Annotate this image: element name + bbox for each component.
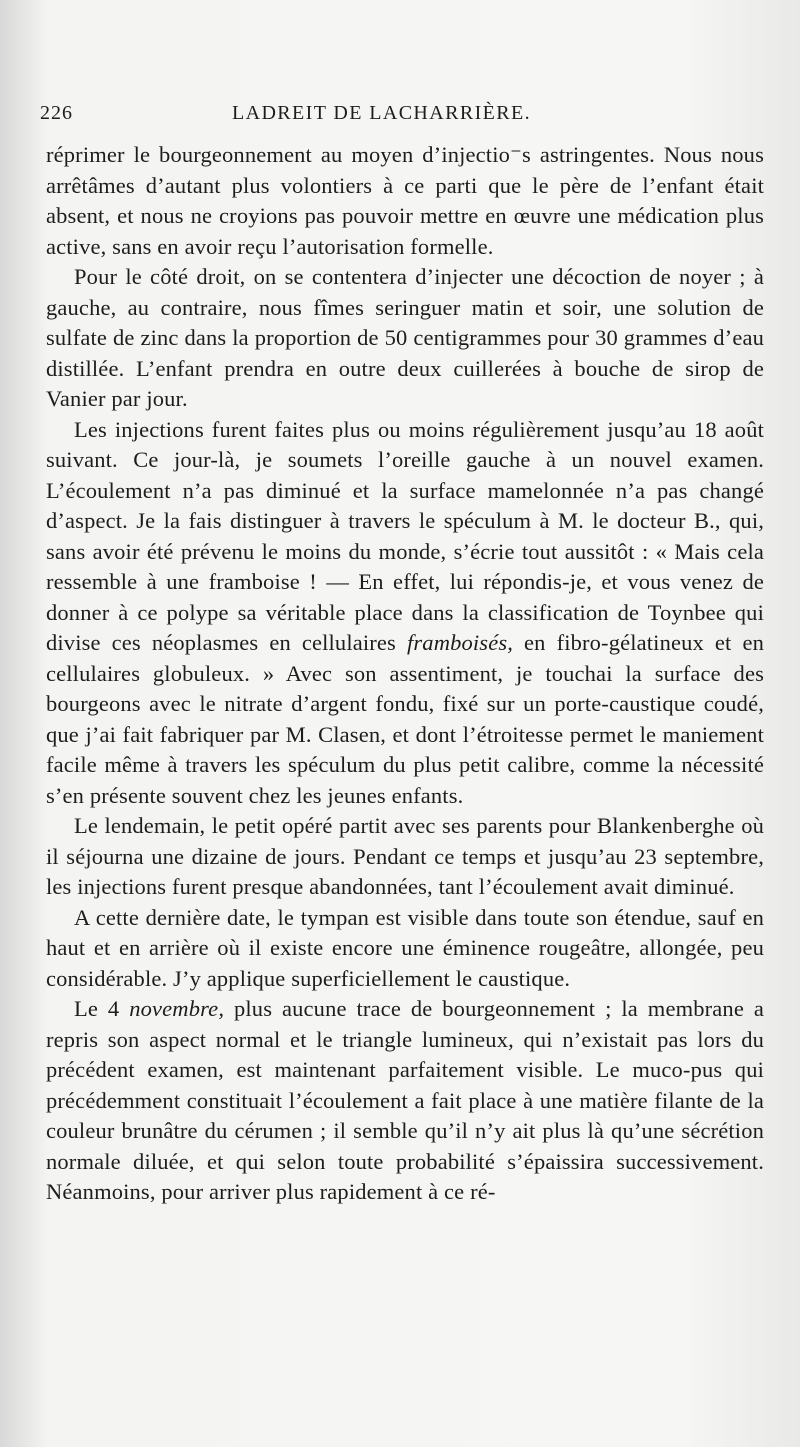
paragraph-5: A cette dernière date, le tympan est visible dans toute son étendue, sauf en haut et en arrière où il existe encore une éminence rougeâtre, allongée, peu considérable. J’y applique superficiellement le caustique. [46,904,764,991]
paragraph-4: Le lendemain, le petit opéré partit avec ses parents pour Blankenberghe où il séjourna une dizaine de jours. Pendant ce temps et jusqu’au 23 septembre, les injections furent presque abandonnées, tant l’écoulement avait diminué. [46,813,764,899]
running-head: LADREIT DE LACHARRIÈRE. [232,102,532,124]
body-text [46,140,764,1208]
page-number: 226 [40,102,73,124]
paragraph-3 [46,415,764,812]
paragraph-1: réprimer le bourgeonnement au moyen d’injectio⁻s astringentes. Nous nous arrêtâmes d’autant plus volontiers à ce parti que le père de l’enfant était absent, et nous ne croyions pas pouvoir mettre en œuvre une médication plus active, sans en avoir reçu l’autorisation formelle. [46,142,764,259]
page-header [40,98,760,132]
paragraph-3-tail: en fibro-gélatineux et en cellulaires globuleux. » Avec son assentiment, je touchai la surface des bourgeons avec le nitrate d’argent fondu, fixé sur un porte-caustique coudé, que j’ai fait fabriquer par M. Clasen, et dont l’étroitesse permet le maniement facile même à travers les spéculum du plus petit calibre, comme la nécessité s’en présente souvent chez les jeunes enfants. [46,630,765,808]
paragraph-6-italic: novembre, [129,996,225,1021]
paragraph-3-text: Les injections furent faites plus ou moins régulièrement jusqu’au 18 août suivant. Ce jour-là, je soumets l’oreille gauche à un nouvel examen. L’écoulement n’a pas diminué et la surface mamelonnée n’a pas changé d’aspect. Je la fais distinguer à travers le spéculum à M. le docteur B., qui, sans avoir été prévenu le moins du monde, s’écrie tout aussitôt : « Mais cela ressemble à une framboise ! — En effet, lui répondis-je, et vous venez de donner à ce polype sa véritable place dans la classification de Toynbee qui divise ces néoplasmes en cellulaires [46,416,764,655]
paragraph-2: Pour le côté droit, on se contentera d’injecter une décoction de noyer ; à gauche, au contraire, nous fîmes seringuer matin et soir, une solution de sulfate de zinc dans la proportion de 50 centigrammes pour 30 grammes d’eau distillée. L’enfant prendra en outre deux cuillerées à bouche de sirop de Vanier par jour. [46,264,764,411]
paragraph-6 [46,994,764,1208]
paragraph-6-text: plus aucune trace de bourgeonnement ; la membrane a repris son aspect normal et le triangle lumineux, qui n’existait pas lors du précédent examen, est maintenant parfaitement visible. Le muco-pus qui précédemment constituait l’écoulement a fait place à une matière filante de la couleur brunâtre du cérumen ; il semble qu’il n’y ait plus là qu’une sécrétion normale diluée, et qui selon toute probabilité s’épaissira successivement. Néanmoins, pour arriver plus rapidement à ce ré- [46,996,764,1204]
paragraph-3-italic: framboisés, [406,630,514,655]
paragraph-6-start: Le 4 [74,996,120,1021]
